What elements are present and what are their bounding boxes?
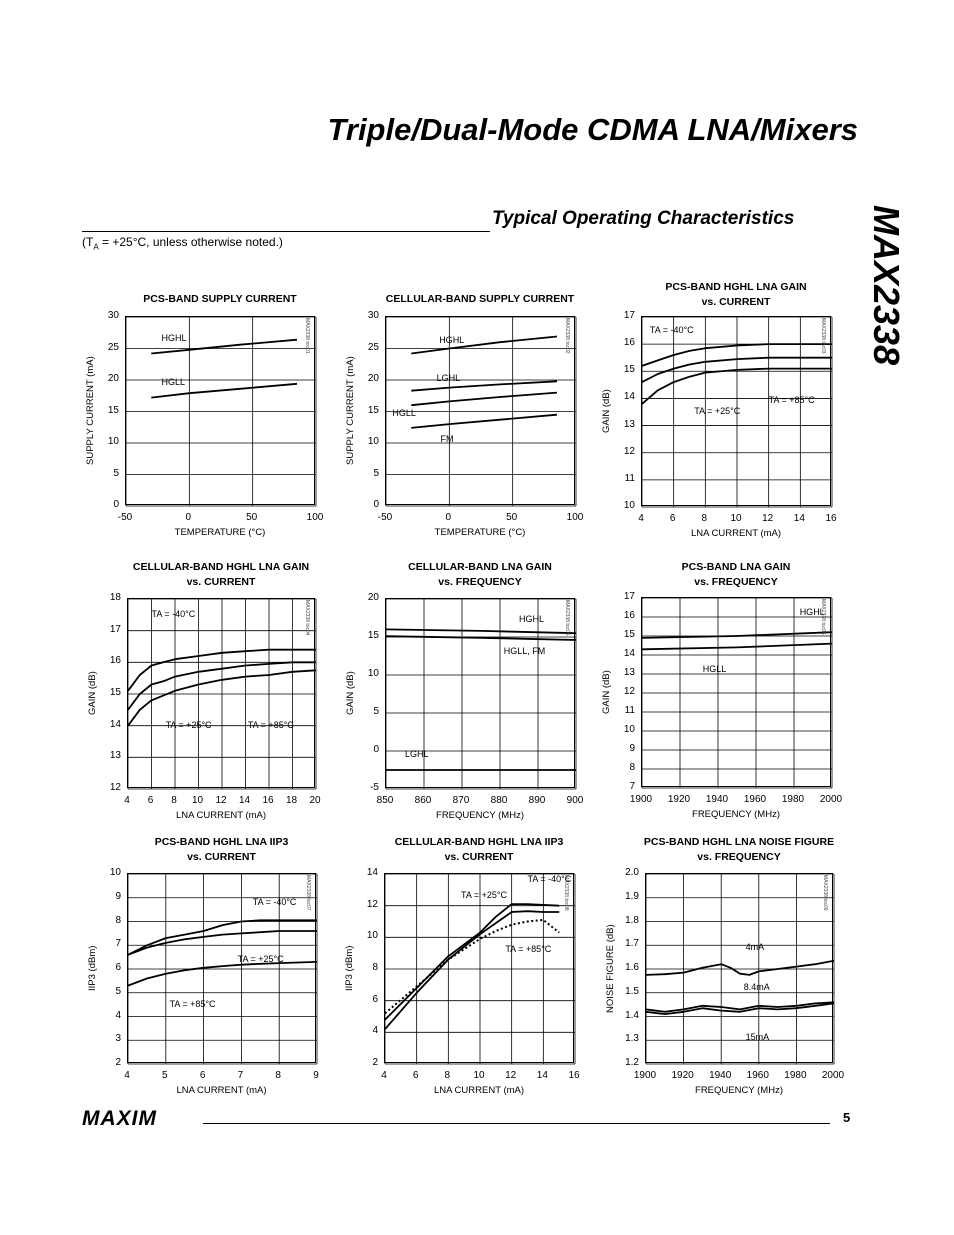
- y-tick-label: 10: [367, 668, 379, 679]
- series-line-0: [642, 632, 832, 638]
- x-axis-label: FREQUENCY (MHz): [692, 809, 780, 820]
- x-tick-label: 860: [414, 795, 432, 806]
- y-tick-label: 14: [623, 391, 635, 403]
- y-tick-label: 10: [623, 500, 635, 511]
- y-tick-label: 15: [109, 687, 121, 698]
- y-tick-label: 13: [623, 418, 635, 430]
- y-tick-label: 12: [623, 686, 635, 697]
- y-tick-label: 20: [107, 373, 119, 384]
- conditions-note: ($T_A = +25^\circ C$, unless otherwise noted.): [82, 235, 283, 252]
- page-number: 5: [843, 1110, 851, 1125]
- x-tick-label: 0: [445, 512, 452, 523]
- y-tick-label: 1.7: [625, 938, 639, 950]
- annotation-label: HGHL: [439, 334, 465, 345]
- y-tick-label: 15: [367, 630, 379, 641]
- series-line-3: [411, 415, 557, 428]
- chart-code: MAX2338 toc01: [304, 318, 310, 354]
- annotation-label: HGLL: [161, 377, 185, 388]
- y-tick-label: 17: [623, 310, 635, 321]
- chart-code: MAX2338 toc05: [564, 600, 570, 636]
- x-tick-label: 8: [171, 795, 177, 806]
- x-tick-label: 4: [124, 795, 130, 806]
- series-line-2: [411, 393, 557, 406]
- x-tick-label: 1980: [784, 1070, 807, 1081]
- x-tick-label: 1920: [667, 794, 691, 805]
- maxim-logo: [82, 1108, 190, 1128]
- series-line-1: [642, 644, 832, 650]
- x-tick-label: 5: [162, 1070, 168, 1081]
- x-tick-label: 14: [536, 1070, 548, 1081]
- y-tick-label: 6: [115, 962, 121, 973]
- y-tick-label: 7: [115, 938, 121, 950]
- x-tick-label: 10: [730, 513, 742, 524]
- x-tick-label: 100: [306, 512, 324, 523]
- chart-code: MAX2338 toc02: [564, 318, 570, 354]
- y-tick-label: 1.9: [625, 890, 639, 902]
- annotation-label: HGLL, FM: [503, 646, 546, 657]
- series-line-0: [411, 334, 557, 354]
- y-tick-label: 8: [629, 762, 635, 773]
- y-tick-label: 9: [115, 890, 121, 902]
- x-tick-label: 1920: [671, 1070, 694, 1081]
- annotation-label: HGHL: [799, 607, 825, 618]
- x-tick-label: 10: [191, 795, 204, 806]
- x-tick-label: 6: [199, 1070, 206, 1081]
- x-tick-label: 14: [238, 795, 251, 806]
- x-tick-label: 16: [568, 1070, 580, 1081]
- x-tick-label: 8: [275, 1070, 281, 1081]
- annotation-label: 15mA: [745, 1031, 770, 1042]
- x-axis-label: LNA CURRENT (mA): [176, 1085, 267, 1096]
- x-tick-label: 10: [473, 1070, 485, 1081]
- y-tick-label: 25: [367, 341, 379, 353]
- y-tick-label: 0: [373, 499, 379, 510]
- x-tick-label: 6: [147, 795, 154, 806]
- y-tick-label: 8: [115, 914, 121, 926]
- plot-svg: [385, 874, 575, 1064]
- part-number-vertical: MAX2338: [866, 204, 907, 366]
- series-line-1: [128, 931, 317, 955]
- plot-area: [127, 873, 316, 1063]
- x-tick-label: -50: [377, 512, 393, 523]
- y-tick-label: 14: [366, 867, 378, 878]
- series-line-0: [386, 629, 576, 633]
- annotation-label: LGHL: [405, 748, 429, 759]
- annotation-label: TA = +85°C: [768, 395, 815, 406]
- y-tick-label: 13: [623, 667, 635, 678]
- chart-title: CELLULAR-BAND LNA GAIN vs. FREQUENCY: [408, 561, 552, 588]
- annotation-label: TA = -40°C: [649, 324, 694, 335]
- y-axis-label: NOISE FIGURE (dB): [605, 923, 616, 1013]
- y-axis-label: IIP3 (dBm): [344, 945, 355, 991]
- x-tick-label: 9: [313, 1070, 319, 1081]
- x-tick-label: 1960: [746, 1070, 769, 1081]
- y-tick-label: 17: [109, 623, 121, 635]
- y-tick-label: 16: [623, 337, 635, 349]
- x-axis-label: FREQUENCY (MHz): [436, 810, 524, 821]
- y-tick-label: 1.2: [625, 1057, 639, 1068]
- x-tick-label: 100: [566, 512, 584, 523]
- x-tick-label: 7: [237, 1070, 244, 1081]
- chart-code: MAX2338 toc07: [305, 875, 311, 911]
- annotation-label: TA = +85°C: [505, 944, 552, 954]
- x-tick-label: 6: [412, 1070, 419, 1081]
- y-tick-label: 10: [367, 436, 379, 447]
- x-tick-label: 1940: [705, 794, 729, 805]
- x-tick-label: 16: [262, 795, 274, 806]
- y-tick-label: 14: [623, 648, 635, 659]
- x-tick-label: -50: [117, 512, 133, 523]
- plot-svg: [126, 317, 316, 506]
- series-line-0: [128, 920, 317, 955]
- annotation-label: TA = +85°C: [247, 719, 294, 730]
- y-tick-label: -5: [370, 782, 379, 793]
- y-tick-label: 10: [366, 930, 378, 942]
- series-line-0: [646, 961, 834, 975]
- y-tick-label: 4: [372, 1025, 378, 1037]
- x-tick-label: 1980: [781, 794, 805, 805]
- plot-svg: [642, 598, 832, 788]
- x-tick-label: 8: [444, 1070, 451, 1081]
- y-tick-label: 10: [109, 867, 121, 878]
- annotation-label: TA = +25°C: [694, 406, 741, 416]
- annotation-label: HGHL: [161, 333, 187, 344]
- y-axis-label: GAIN (dB): [601, 670, 612, 714]
- chart-title: PCS-BAND SUPPLY CURRENT: [143, 293, 297, 305]
- x-axis-label: FREQUENCY (MHz): [695, 1085, 783, 1096]
- chart-title: PCS-BAND LNA GAIN vs. FREQUENCY: [681, 561, 791, 588]
- x-tick-label: 2000: [821, 1070, 845, 1081]
- y-tick-label: 2: [372, 1057, 378, 1068]
- y-axis-label: GAIN (dB): [87, 671, 98, 715]
- series-line-1: [385, 911, 559, 1029]
- annotation-label: TA = -40°C: [252, 896, 297, 907]
- x-axis-label: TEMPERATURE (°C): [174, 527, 266, 538]
- x-tick-label: 16: [825, 513, 837, 524]
- y-tick-label: 6: [372, 993, 378, 1005]
- annotation-label: TA = +25°C: [165, 719, 212, 730]
- y-axis-label: SUPPLY CURRENT (mA): [85, 356, 96, 465]
- x-tick-label: 0: [185, 512, 192, 523]
- y-tick-label: 5: [115, 985, 121, 997]
- y-tick-label: 15: [623, 629, 635, 640]
- chart-title: PCS-BAND HGHL LNA GAIN vs. CURRENT: [665, 281, 807, 308]
- plot-area: [125, 316, 315, 505]
- y-tick-label: 1.3: [625, 1033, 639, 1045]
- annotation-label: 8.4mA: [743, 982, 770, 992]
- y-tick-label: 11: [624, 705, 635, 716]
- y-tick-label: 15: [623, 364, 635, 376]
- x-tick-label: 2000: [819, 794, 843, 805]
- y-tick-label: 20: [367, 373, 379, 384]
- x-tick-label: 890: [528, 795, 546, 806]
- y-tick-label: 9: [629, 743, 635, 754]
- plot-svg: [128, 599, 316, 789]
- y-tick-label: 15: [367, 404, 379, 416]
- chart-code: MAX2338 toc03: [820, 318, 826, 354]
- plot-area: [645, 873, 833, 1063]
- x-tick-label: 12: [762, 513, 774, 524]
- y-axis-label: SUPPLY CURRENT (mA): [345, 356, 356, 465]
- y-tick-label: 2: [115, 1057, 121, 1068]
- x-tick-label: 18: [285, 795, 298, 806]
- y-tick-label: 0: [113, 499, 119, 510]
- x-axis-label: LNA CURRENT (mA): [433, 1085, 525, 1096]
- plot-area: [641, 597, 831, 787]
- chart-title: PCS-BAND HGHL LNA IIP3 vs. CURRENT: [154, 836, 289, 863]
- plot-area: [384, 873, 574, 1063]
- annotation-label: HGLL: [702, 664, 727, 675]
- x-tick-label: 50: [506, 512, 518, 523]
- annotation-label: TA = +25°C: [237, 953, 284, 964]
- footer-rule: [203, 1123, 830, 1124]
- x-tick-label: 900: [566, 795, 584, 806]
- chart-title: CELLULAR-BAND HGHL LNA IIP3 vs. CURRENT: [394, 836, 564, 863]
- plot-svg: [386, 599, 576, 789]
- chart-code: MAX2338 toc06: [820, 599, 826, 635]
- y-tick-label: 1.5: [625, 985, 639, 997]
- x-axis-label: LNA CURRENT (mA): [690, 528, 782, 539]
- y-tick-label: 16: [623, 610, 635, 621]
- x-tick-label: 20: [309, 795, 321, 806]
- y-tick-label: 20: [367, 592, 379, 603]
- y-tick-label: 25: [107, 341, 119, 353]
- x-tick-label: 8: [701, 513, 708, 524]
- plot-area: [385, 316, 575, 505]
- series-line-1: [411, 381, 557, 390]
- y-tick-label: 15: [107, 404, 119, 416]
- plot-area: [127, 598, 315, 788]
- x-tick-label: 4: [638, 513, 644, 524]
- chart-code: MAX2338 toc09: [822, 875, 828, 911]
- annotation-label: LGHL: [436, 373, 461, 384]
- y-tick-label: 5: [113, 467, 119, 479]
- y-tick-label: 17: [623, 591, 635, 602]
- plot-area: [641, 316, 831, 506]
- y-tick-label: 5: [373, 706, 379, 717]
- y-tick-label: 18: [109, 592, 121, 603]
- y-axis-label: GAIN (dB): [601, 389, 612, 433]
- y-tick-label: 16: [109, 655, 121, 667]
- plot-svg: [646, 874, 834, 1064]
- y-tick-label: 7: [629, 781, 635, 792]
- x-tick-label: 12: [215, 795, 227, 806]
- page-title: Triple/Dual-Mode CDMA LNA/Mixers: [327, 112, 858, 147]
- y-tick-label: 1.8: [625, 914, 639, 926]
- section-heading: Typical Operating Characteristics: [492, 208, 795, 229]
- x-tick-label: 1900: [633, 1070, 657, 1081]
- y-tick-label: 1.4: [625, 1009, 639, 1021]
- y-tick-label: 0: [373, 744, 379, 755]
- x-tick-label: 1900: [629, 794, 653, 805]
- series-line-2: [128, 962, 317, 986]
- chart-title: CELLULAR-BAND HGHL LNA GAIN vs. CURRENT: [132, 561, 310, 588]
- x-tick-label: 1940: [709, 1070, 732, 1081]
- x-tick-label: 880: [490, 795, 508, 806]
- annotation-label: HGHL: [519, 613, 545, 624]
- y-tick-label: 10: [107, 436, 119, 447]
- y-tick-label: 12: [366, 898, 378, 910]
- y-tick-label: 30: [367, 310, 379, 321]
- annotation-label: TA = +85°C: [169, 998, 216, 1009]
- x-tick-label: 14: [793, 513, 805, 524]
- x-tick-label: 850: [376, 795, 394, 806]
- x-tick-label: 1960: [743, 794, 767, 805]
- annotation-label: FM: [440, 433, 454, 444]
- x-axis-label: TEMPERATURE (°C): [434, 527, 526, 538]
- y-tick-label: 10: [623, 724, 635, 735]
- y-tick-label: 14: [109, 718, 121, 730]
- y-tick-label: 30: [107, 310, 119, 321]
- y-tick-label: 2.0: [625, 867, 639, 878]
- y-tick-label: 4: [115, 1009, 121, 1021]
- y-tick-label: 1.6: [625, 962, 639, 973]
- annotation-label: HGLL: [392, 408, 416, 419]
- annotation-label: TA = -40°C: [151, 608, 196, 619]
- x-axis-label: LNA CURRENT (mA): [175, 810, 267, 821]
- x-tick-label: 6: [669, 513, 676, 524]
- y-axis-label: GAIN (dB): [345, 671, 356, 715]
- chart-title: PCS-BAND HGHL LNA NOISE FIGURE vs. FREQUENCY: [643, 836, 835, 863]
- chart-title: CELLULAR-BAND SUPPLY CURRENT: [385, 293, 575, 305]
- y-tick-label: 5: [373, 467, 379, 479]
- annotation-label: 4mA: [745, 941, 765, 952]
- annotation-label: TA = +25°C: [461, 890, 507, 901]
- x-tick-label: 870: [452, 795, 470, 806]
- x-tick-label: 12: [505, 1070, 517, 1081]
- x-tick-label: 50: [246, 512, 258, 523]
- y-tick-label: 12: [623, 445, 635, 457]
- x-tick-label: 4: [381, 1070, 387, 1081]
- chart-code: MAX2338 toc08: [563, 875, 569, 911]
- y-axis-label: IIP3 (dBm): [87, 945, 98, 991]
- chart-code: MAX2338 toc04: [304, 600, 310, 636]
- y-tick-label: 11: [624, 472, 635, 484]
- y-tick-label: 13: [109, 750, 121, 762]
- y-tick-label: 8: [372, 962, 378, 973]
- annotation-label: TA = -40°C: [527, 874, 572, 885]
- svg-text:MAXIM: MAXIM: [82, 1107, 157, 1130]
- x-tick-label: 4: [124, 1070, 130, 1081]
- plot-area: [385, 598, 575, 788]
- y-tick-label: 3: [115, 1033, 121, 1045]
- section-rule: [82, 231, 490, 232]
- y-tick-label: 12: [109, 782, 121, 793]
